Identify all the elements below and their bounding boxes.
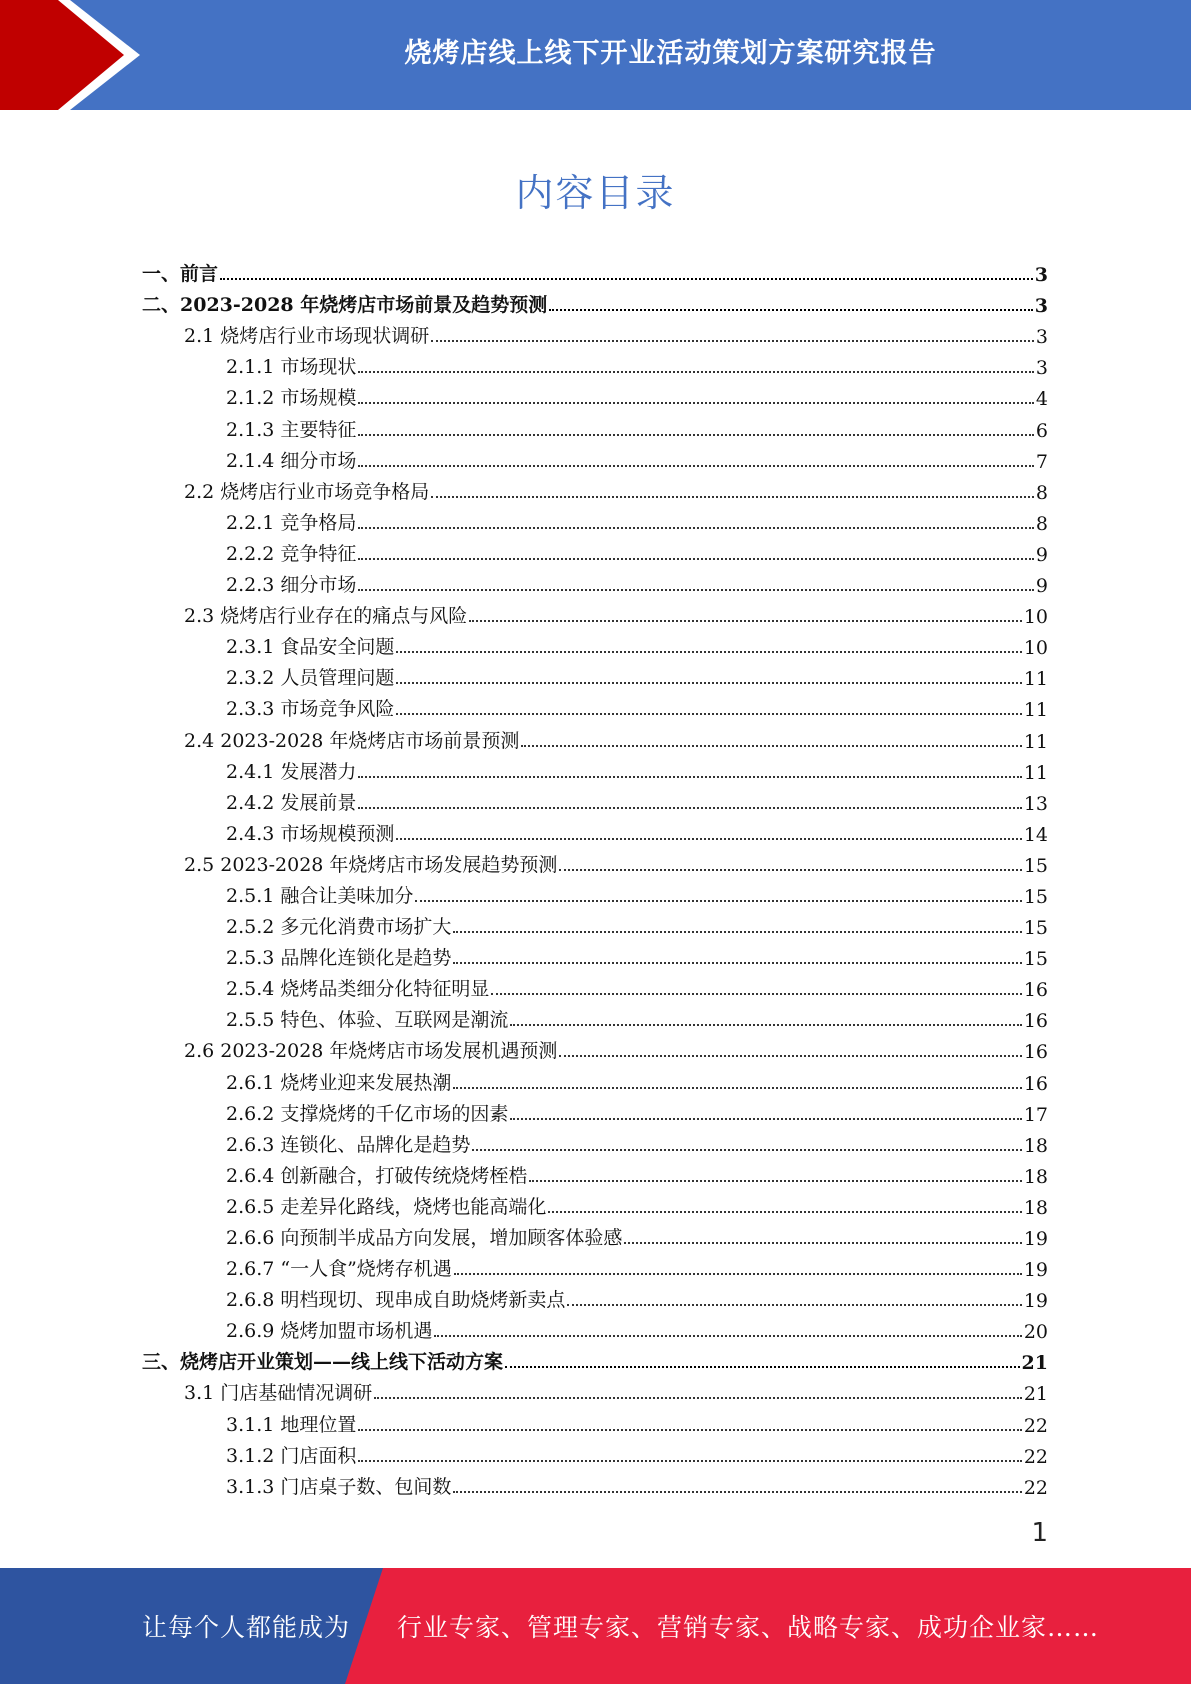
toc-entry-page: 16 (1023, 979, 1048, 1002)
toc-entry[interactable] (142, 597, 1048, 628)
toc-entry[interactable] (142, 846, 1048, 877)
toc-dot-leader (559, 869, 1021, 871)
toc-entry-page: 19 (1023, 1259, 1048, 1282)
footer-slogan-right: 行业专家、管理专家、营销专家、战略专家、成功企业家…… (397, 1613, 1100, 1642)
toc-entry[interactable] (142, 753, 1048, 784)
toc-entry-page: 11 (1023, 761, 1048, 784)
toc-dot-leader (549, 309, 1033, 311)
toc-entry[interactable] (142, 877, 1048, 908)
toc-entry[interactable] (142, 410, 1048, 441)
toc-entry-title: 2.2.1 竞争格局 (226, 511, 357, 534)
toc-entry-title: 2.6.2 支撑烧烤的千亿市场的因素 (226, 1102, 509, 1125)
toc-entry-page: 15 (1023, 948, 1048, 971)
toc-entry-title: 2.1.3 主要特征 (226, 418, 357, 441)
toc-entry-title: 2.5.5 特色、体验、互联网是潮流 (226, 1009, 509, 1032)
toc-entry-title: 二、2023-2028 年烧烤店市场前景及趋势预测 (142, 294, 548, 317)
toc-entry-title: 2.6.1 烧烤业迎来发展热潮 (226, 1071, 452, 1094)
toc-entry[interactable] (142, 1095, 1048, 1126)
toc-dot-leader (358, 807, 1021, 809)
toc-entry-page: 22 (1023, 1476, 1048, 1499)
toc-entry-title: 三、烧烤店开业策划——线上线下活动方案 (142, 1351, 504, 1374)
toc-entry-page: 18 (1023, 1165, 1048, 1188)
toc-dot-leader (396, 682, 1021, 684)
toc-entry[interactable] (142, 317, 1048, 348)
toc-entry-title: 2.6.3 连锁化、品牌化是趋势 (226, 1133, 471, 1156)
toc-entry-page: 15 (1023, 885, 1048, 908)
toc-entry[interactable] (142, 690, 1048, 721)
toc-entry-title: 2.5.1 融合让美味加分 (226, 884, 414, 907)
toc-dot-leader (567, 1304, 1021, 1306)
toc-entry-page: 11 (1023, 668, 1048, 691)
toc-entry-title: 2.5 2023-2028 年烧烤店市场发展趋势预测 (184, 853, 558, 876)
toc-entry[interactable] (142, 1001, 1048, 1032)
footer-slogan-left: 让每个人都能成为 (142, 1613, 351, 1642)
toc-entry-title: 3.1.1 地理位置 (226, 1413, 357, 1436)
toc-entry-page: 3 (1034, 264, 1048, 287)
page-number: 1 (1031, 1518, 1048, 1548)
toc-entry-page: 16 (1023, 1041, 1048, 1064)
toc-entry-page: 11 (1023, 730, 1048, 753)
toc-entry-title: 2.6.5 走差异化路线，烧烤也能高端化 (226, 1195, 547, 1218)
toc-entry-page: 18 (1023, 1196, 1048, 1219)
toc-entry[interactable] (142, 1032, 1048, 1063)
toc-entry-title: 2.4.2 发展前景 (226, 791, 357, 814)
toc-dot-leader (453, 1491, 1021, 1493)
toc-entry-title: 2.5.4 烧烤品类细分化特征明显 (226, 978, 490, 1001)
toc-entry-page: 9 (1035, 543, 1048, 566)
toc-entry-page: 6 (1035, 419, 1048, 442)
toc-entry-title: 2.6.4 创新融合，打破传统烧烤桎梏 (226, 1164, 528, 1187)
toc-entry[interactable] (142, 1468, 1048, 1499)
toc-dot-leader (358, 527, 1034, 529)
toc-dot-leader (472, 1149, 1021, 1151)
toc-entry[interactable] (142, 1374, 1048, 1405)
toc-entry-page: 21 (1021, 1352, 1048, 1375)
toc-dot-leader (431, 340, 1034, 342)
toc-entry-page: 20 (1023, 1321, 1048, 1344)
toc-entry-title: 2.2.2 竞争特征 (226, 542, 357, 565)
toc-dot-leader (358, 1429, 1021, 1431)
toc-entry-title: 3.1 门店基础情况调研 (184, 1382, 373, 1405)
toc-entry-title: 2.1.4 细分市场 (226, 449, 357, 472)
toc-entry[interactable] (142, 442, 1048, 473)
toc-dot-leader (396, 713, 1021, 715)
toc-entry[interactable] (142, 255, 1048, 286)
toc-entry-page: 16 (1023, 1072, 1048, 1095)
toc-entry-title: 2.1.2 市场规模 (226, 387, 357, 410)
toc-entry-title: 2.1 烧烤店行业市场现状调研 (184, 325, 430, 348)
toc-dot-leader (415, 900, 1021, 902)
toc-dot-leader (469, 620, 1022, 622)
toc-entry-page: 13 (1023, 792, 1048, 815)
toc-entry[interactable] (142, 970, 1048, 1001)
toc-entry-title: 2.1.1 市场现状 (226, 356, 357, 379)
toc-entry-title: 2.2 烧烤店行业市场竞争格局 (184, 480, 430, 503)
toc-entry[interactable] (142, 1250, 1048, 1281)
toc-entry-page: 18 (1023, 1134, 1048, 1157)
toc-entry[interactable] (142, 535, 1048, 566)
toc-dot-leader (396, 651, 1021, 653)
toc-entry[interactable] (142, 473, 1048, 504)
toc-entry-title: 2.3 烧烤店行业存在的痛点与风险 (184, 605, 468, 628)
toc-entry[interactable] (142, 1188, 1048, 1219)
toc-entry-page: 21 (1023, 1383, 1048, 1406)
toc-dot-leader (559, 1055, 1021, 1057)
toc-entry-page: 22 (1023, 1445, 1048, 1468)
toc-entry-page: 8 (1035, 512, 1048, 535)
toc-entry-page: 9 (1035, 575, 1048, 598)
toc-entry-title: 一、前言 (142, 263, 219, 286)
toc-dot-leader (358, 402, 1034, 404)
toc-entry[interactable] (142, 1343, 1048, 1374)
toc-dot-leader (529, 1180, 1021, 1182)
toc-entry-page: 15 (1023, 854, 1048, 877)
toc-entry-page: 11 (1023, 699, 1048, 722)
toc-entry-page: 3 (1035, 357, 1048, 380)
toc-entry[interactable] (142, 1437, 1048, 1468)
toc-entry-title: 2.6.9 烧烤加盟市场机遇 (226, 1320, 433, 1343)
toc-entry-page: 10 (1023, 606, 1048, 629)
toc-dot-leader (510, 1024, 1021, 1026)
toc-entry[interactable] (142, 784, 1048, 815)
toc-entry-page: 19 (1023, 1228, 1048, 1250)
header-banner (0, 0, 1191, 110)
toc-dot-leader (358, 434, 1034, 436)
toc-entry[interactable] (142, 379, 1048, 410)
toc-entry-page: 16 (1023, 1010, 1048, 1033)
toc-dot-leader (374, 1397, 1022, 1399)
toc-dot-leader (396, 838, 1021, 840)
toc-dot-leader (453, 1087, 1021, 1089)
toc-entry-title: 2.5.3 品牌化连锁化是趋势 (226, 947, 452, 970)
toc-dot-leader (434, 1335, 1021, 1337)
toc-entry-title: 2.6.7 “一人食”烧烤存机遇 (226, 1258, 452, 1281)
toc-dot-leader (358, 371, 1034, 373)
toc-entry[interactable] (142, 1219, 1048, 1250)
toc-entry-title: 3.1.3 门店桌子数、包间数 (226, 1475, 452, 1498)
toc-entry[interactable] (142, 659, 1048, 690)
toc-entry-title: 2.4 2023-2028 年烧烤店市场前景预测 (184, 729, 520, 752)
toc-entry-page: 10 (1023, 637, 1048, 660)
header-arrow-decoration (0, 0, 170, 110)
toc-entry-title: 2.6 2023-2028 年烧烤店市场发展机遇预测 (184, 1040, 558, 1063)
toc-entry[interactable] (142, 1312, 1048, 1343)
toc-dot-leader (358, 589, 1034, 591)
toc-entry-page: 7 (1035, 450, 1048, 473)
toc-entry-title: 2.3.3 市场竞争风险 (226, 698, 395, 721)
toc-entry[interactable] (142, 1281, 1048, 1312)
toc-entry-title: 2.4.1 发展潜力 (226, 760, 357, 783)
toc-entry-title: 2.2.3 细分市场 (226, 574, 357, 597)
toc-dot-leader (358, 465, 1034, 467)
toc-entry-title: 3.1.2 门店面积 (226, 1444, 357, 1467)
toc-entry[interactable] (142, 286, 1048, 317)
toc-dot-leader (454, 1273, 1022, 1275)
toc-dot-leader (358, 558, 1034, 560)
toc-entry[interactable] (142, 566, 1048, 597)
toc-entry-page: 14 (1023, 823, 1048, 846)
toc-entry[interactable] (142, 504, 1048, 535)
toc-entry[interactable] (142, 1126, 1048, 1157)
toc-entry-page: 4 (1035, 388, 1048, 411)
toc-dot-leader (358, 1460, 1021, 1462)
toc-entry-title: 2.6.8 明档现切、现串成自助烧烤新卖点 (226, 1289, 566, 1312)
toc-dot-leader (453, 931, 1021, 933)
table-of-contents (142, 255, 1048, 1499)
toc-dot-leader (491, 993, 1021, 995)
toc-entry-page: 22 (1023, 1414, 1048, 1437)
toc-dot-leader (510, 1118, 1021, 1120)
toc-entry-page: 3 (1035, 326, 1048, 349)
toc-entry[interactable] (142, 628, 1048, 659)
report-title: 烧烤店线上线下开业活动策划方案研究报告 (404, 37, 937, 69)
toc-entry[interactable] (142, 721, 1048, 752)
toc-entry[interactable] (142, 908, 1048, 939)
toc-entry-page: 15 (1023, 917, 1048, 940)
toc-entry-title: 2.3.1 食品安全问题 (226, 636, 395, 659)
toc-dot-leader (624, 1242, 1021, 1244)
toc-entry[interactable] (142, 1063, 1048, 1094)
toc-entry[interactable] (142, 815, 1048, 846)
toc-dot-leader (548, 1211, 1021, 1213)
toc-entry[interactable] (142, 348, 1048, 379)
toc-dot-leader (220, 278, 1033, 280)
toc-heading: 内容目录 (515, 171, 676, 215)
toc-entry-title: 2.3.2 人员管理问题 (226, 667, 395, 690)
toc-entry[interactable] (142, 939, 1048, 970)
toc-entry-page: 17 (1023, 1103, 1048, 1126)
toc-dot-leader (431, 496, 1034, 498)
toc-entry-page: 8 (1035, 481, 1048, 504)
toc-dot-leader (453, 962, 1021, 964)
toc-entry[interactable] (142, 1405, 1048, 1436)
toc-entry-title: 2.4.3 市场规模预测 (226, 822, 395, 845)
toc-entry-page: 3 (1034, 295, 1048, 318)
toc-dot-leader (358, 776, 1021, 778)
footer-banner (0, 1568, 1191, 1684)
toc-entry-page: 19 (1023, 1290, 1048, 1313)
toc-entry[interactable] (142, 1157, 1048, 1188)
toc-dot-leader (521, 745, 1021, 747)
toc-entry-title: 2.6.6 向预制半成品方向发展，增加顾客体验感 (226, 1227, 623, 1249)
toc-entry-title: 2.5.2 多元化消费市场扩大 (226, 916, 452, 939)
toc-dot-leader (505, 1366, 1020, 1368)
